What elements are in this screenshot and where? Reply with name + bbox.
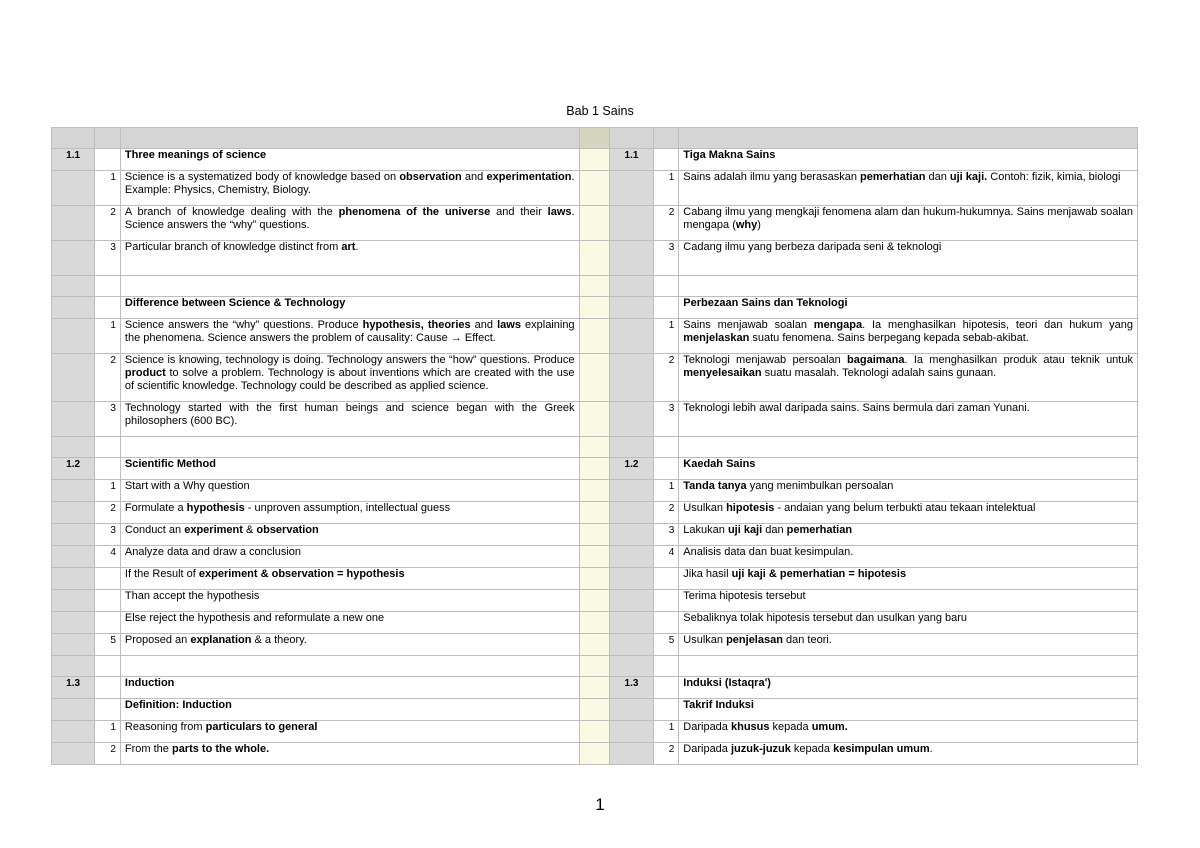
item-number: 2 — [653, 354, 679, 402]
item-number: 2 — [653, 502, 679, 524]
column-divider — [579, 524, 610, 546]
page-number: 1 — [595, 795, 605, 814]
english-text: Than accept the hypothesis — [120, 590, 579, 612]
table-row — [52, 699, 1138, 721]
column-divider — [579, 677, 610, 699]
table-row — [52, 743, 1138, 765]
table-row — [52, 458, 1138, 480]
item-number — [95, 458, 121, 480]
item-number — [653, 458, 679, 480]
english-text — [120, 276, 579, 297]
section-number — [52, 241, 95, 276]
section-number — [52, 402, 95, 437]
section-number — [610, 721, 653, 743]
column-divider — [579, 699, 610, 721]
section-number — [52, 590, 95, 612]
item-number: 2 — [653, 743, 679, 765]
column-divider — [579, 128, 610, 149]
section-number — [52, 634, 95, 656]
english-text: Particular branch of knowledge distinct from art. — [120, 241, 579, 276]
item-number: 2 — [95, 354, 121, 402]
malay-text: Daripada juzuk-juzuk kepada kesimpulan umum. — [679, 743, 1138, 765]
item-number: 2 — [95, 743, 121, 765]
section-number — [52, 319, 95, 354]
item-number: 3 — [95, 524, 121, 546]
item-number — [95, 699, 121, 721]
section-number — [610, 634, 653, 656]
section-number: 1.1 — [610, 149, 653, 171]
bilingual-notes-table — [51, 127, 1138, 765]
english-text: Three meanings of science — [120, 149, 579, 171]
section-number — [610, 656, 653, 677]
section-number — [610, 402, 653, 437]
item-number — [95, 590, 121, 612]
item-number: 5 — [95, 634, 121, 656]
table-row — [52, 241, 1138, 276]
column-divider — [579, 354, 610, 402]
table-row — [52, 437, 1138, 458]
english-text: Proposed an explanation & a theory. — [120, 634, 579, 656]
table-row — [52, 297, 1138, 319]
item-number — [653, 677, 679, 699]
item-number — [95, 437, 121, 458]
item-number — [653, 276, 679, 297]
column-divider — [579, 743, 610, 765]
malay-text: Lakukan uji kaji dan pemerhatian — [679, 524, 1138, 546]
column-divider — [579, 276, 610, 297]
section-number: 1.2 — [52, 458, 95, 480]
malay-text: Tiga Makna Sains — [679, 149, 1138, 171]
section-number — [52, 354, 95, 402]
section-number — [52, 743, 95, 765]
malay-text: Kaedah Sains — [679, 458, 1138, 480]
section-number — [52, 206, 95, 241]
section-number — [52, 546, 95, 568]
section-number: 1.3 — [610, 677, 653, 699]
section-number — [52, 437, 95, 458]
malay-text: Takrif Induksi — [679, 699, 1138, 721]
malay-text: Perbezaan Sains dan Teknologi — [679, 297, 1138, 319]
item-number: 1 — [95, 319, 121, 354]
section-number — [52, 502, 95, 524]
malay-text: Sains menjawab soalan mengapa. Ia menghasilkan hipotesis, teori dan hukum yang menjelaskan suatu fenomena. Sains berpegang kepada sebab-akibat. — [679, 319, 1138, 354]
section-number — [610, 206, 653, 241]
english-text: From the parts to the whole. — [120, 743, 579, 765]
section-number — [610, 612, 653, 634]
column-divider — [579, 480, 610, 502]
section-number — [52, 297, 95, 319]
section-number — [610, 524, 653, 546]
item-number — [653, 297, 679, 319]
table-row — [52, 568, 1138, 590]
table-row — [52, 656, 1138, 677]
item-number: 3 — [653, 402, 679, 437]
column-divider — [579, 634, 610, 656]
malay-text — [679, 656, 1138, 677]
malay-text — [679, 276, 1138, 297]
column-divider — [579, 546, 610, 568]
malay-text: Daripada khusus kepada umum. — [679, 721, 1138, 743]
header-cell — [95, 128, 121, 149]
malay-text: Cadang ilmu yang berbeza daripada seni & teknologi — [679, 241, 1138, 276]
item-number: 1 — [653, 319, 679, 354]
item-number: 5 — [653, 634, 679, 656]
section-number — [52, 480, 95, 502]
header-cell — [679, 128, 1138, 149]
section-number — [610, 276, 653, 297]
english-text: Difference between Science & Technology — [120, 297, 579, 319]
english-text: Start with a Why question — [120, 480, 579, 502]
section-number — [610, 241, 653, 276]
column-divider — [579, 319, 610, 354]
english-text — [120, 656, 579, 677]
section-number — [610, 319, 653, 354]
malay-text: Usulkan penjelasan dan teori. — [679, 634, 1138, 656]
english-text — [120, 437, 579, 458]
table-row — [52, 634, 1138, 656]
item-number: 1 — [95, 171, 121, 206]
item-number: 3 — [653, 241, 679, 276]
section-number — [52, 276, 95, 297]
table-row — [52, 502, 1138, 524]
section-number — [52, 568, 95, 590]
english-text: Formulate a hypothesis - unproven assumption, intellectual guess — [120, 502, 579, 524]
malay-text — [679, 437, 1138, 458]
section-number — [610, 437, 653, 458]
malay-text: Usulkan hipotesis - andaian yang belum terbukti atau tekaan intelektual — [679, 502, 1138, 524]
column-divider — [579, 297, 610, 319]
english-text: Analyze data and draw a conclusion — [120, 546, 579, 568]
item-number — [653, 590, 679, 612]
table-row — [52, 171, 1138, 206]
item-number — [95, 297, 121, 319]
item-number: 1 — [653, 480, 679, 502]
malay-text: Terima hipotesis tersebut — [679, 590, 1138, 612]
column-divider — [579, 241, 610, 276]
column-divider — [579, 612, 610, 634]
item-number: 1 — [653, 171, 679, 206]
section-number: 1.2 — [610, 458, 653, 480]
section-number — [610, 171, 653, 206]
english-text: A branch of knowledge dealing with the phenomena of the universe and their laws. Science answers the “why” questions. — [120, 206, 579, 241]
english-text: Science is a systematized body of knowledge based on observation and experimentation. Example: Physics, Chemistry, Biology. — [120, 171, 579, 206]
item-number: 2 — [653, 206, 679, 241]
column-divider — [579, 149, 610, 171]
malay-text: Teknologi lebih awal daripada sains. Sains bermula dari zaman Yunani. — [679, 402, 1138, 437]
section-number — [52, 524, 95, 546]
section-number — [610, 699, 653, 721]
item-number: 1 — [95, 721, 121, 743]
section-number — [52, 171, 95, 206]
malay-text: Sebaliknya tolak hipotesis tersebut dan usulkan yang baru — [679, 612, 1138, 634]
header-cell — [120, 128, 579, 149]
item-number — [653, 149, 679, 171]
column-divider — [579, 656, 610, 677]
item-number: 2 — [95, 502, 121, 524]
header-cell — [52, 128, 95, 149]
item-number — [95, 656, 121, 677]
item-number: 4 — [95, 546, 121, 568]
item-number — [653, 656, 679, 677]
table-row — [52, 402, 1138, 437]
column-divider — [579, 590, 610, 612]
malay-text: Cabang ilmu yang mengkaji fenomena alam dan hukum-hukumnya. Sains menjawab soalan mengapa (why) — [679, 206, 1138, 241]
item-number — [653, 568, 679, 590]
item-number: 3 — [653, 524, 679, 546]
table-row — [52, 524, 1138, 546]
section-number — [610, 480, 653, 502]
item-number: 3 — [95, 241, 121, 276]
item-number: 3 — [95, 402, 121, 437]
section-number: 1.1 — [52, 149, 95, 171]
malay-text: Sains adalah ilmu yang berasaskan pemerhatian dan uji kaji. Contoh: fizik, kimia, biologi — [679, 171, 1138, 206]
item-number — [95, 677, 121, 699]
item-number — [95, 149, 121, 171]
column-divider — [579, 402, 610, 437]
table-row — [52, 206, 1138, 241]
english-text: Scientific Method — [120, 458, 579, 480]
section-number — [52, 612, 95, 634]
table-row — [52, 480, 1138, 502]
item-number — [653, 612, 679, 634]
section-number — [52, 699, 95, 721]
column-divider — [579, 502, 610, 524]
column-divider — [579, 568, 610, 590]
section-number — [610, 354, 653, 402]
malay-text: Jika hasil uji kaji & pemerhatian = hipotesis — [679, 568, 1138, 590]
section-number — [610, 590, 653, 612]
item-number — [95, 612, 121, 634]
table-row — [52, 149, 1138, 171]
english-text: Else reject the hypothesis and reformulate a new one — [120, 612, 579, 634]
table-row — [52, 677, 1138, 699]
table-row — [52, 612, 1138, 634]
english-text: Science answers the “why” questions. Produce hypothesis, theories and laws explaining the phenomena. Science answers the problem of causality: Cause → Effect. — [120, 319, 579, 354]
table-row — [52, 276, 1138, 297]
english-text: Technology started with the first human beings and science began with the Greek philosophers (600 BC). — [120, 402, 579, 437]
english-text: Definition: Induction — [120, 699, 579, 721]
item-number — [653, 699, 679, 721]
malay-text: Analisis data dan buat kesimpulan. — [679, 546, 1138, 568]
english-text: Induction — [120, 677, 579, 699]
english-text: Science is knowing, technology is doing. Technology answers the “how” questions. Produce product to solve a problem. Technology is about inventions which are created with the use of scientific knowledge. Technology could be described as applied science. — [120, 354, 579, 402]
section-number — [610, 546, 653, 568]
section-number — [610, 502, 653, 524]
column-divider — [579, 437, 610, 458]
section-number — [610, 568, 653, 590]
column-divider — [579, 206, 610, 241]
section-number — [610, 297, 653, 319]
header-row — [52, 128, 1138, 149]
item-number — [653, 437, 679, 458]
malay-text: Induksi (Istaqra') — [679, 677, 1138, 699]
header-cell — [653, 128, 679, 149]
item-number — [95, 568, 121, 590]
malay-text: Tanda tanya yang menimbulkan persoalan — [679, 480, 1138, 502]
column-divider — [579, 458, 610, 480]
header-cell — [610, 128, 653, 149]
item-number — [95, 276, 121, 297]
page-title: Bab 1 Sains — [566, 104, 634, 118]
table-row — [52, 354, 1138, 402]
english-text: If the Result of experiment & observation = hypothesis — [120, 568, 579, 590]
section-number — [52, 656, 95, 677]
section-number — [610, 743, 653, 765]
table-row — [52, 546, 1138, 568]
item-number: 1 — [653, 721, 679, 743]
item-number: 4 — [653, 546, 679, 568]
english-text: Reasoning from particulars to general — [120, 721, 579, 743]
english-text: Conduct an experiment & observation — [120, 524, 579, 546]
table-row — [52, 590, 1138, 612]
section-number: 1.3 — [52, 677, 95, 699]
item-number: 1 — [95, 480, 121, 502]
table-row — [52, 721, 1138, 743]
table-row — [52, 319, 1138, 354]
column-divider — [579, 171, 610, 206]
malay-text: Teknologi menjawab persoalan bagaimana. Ia menghasilkan produk atau teknik untuk menyelesaikan suatu masalah. Teknologi adalah sains gunaan. — [679, 354, 1138, 402]
column-divider — [579, 721, 610, 743]
item-number: 2 — [95, 206, 121, 241]
section-number — [52, 721, 95, 743]
